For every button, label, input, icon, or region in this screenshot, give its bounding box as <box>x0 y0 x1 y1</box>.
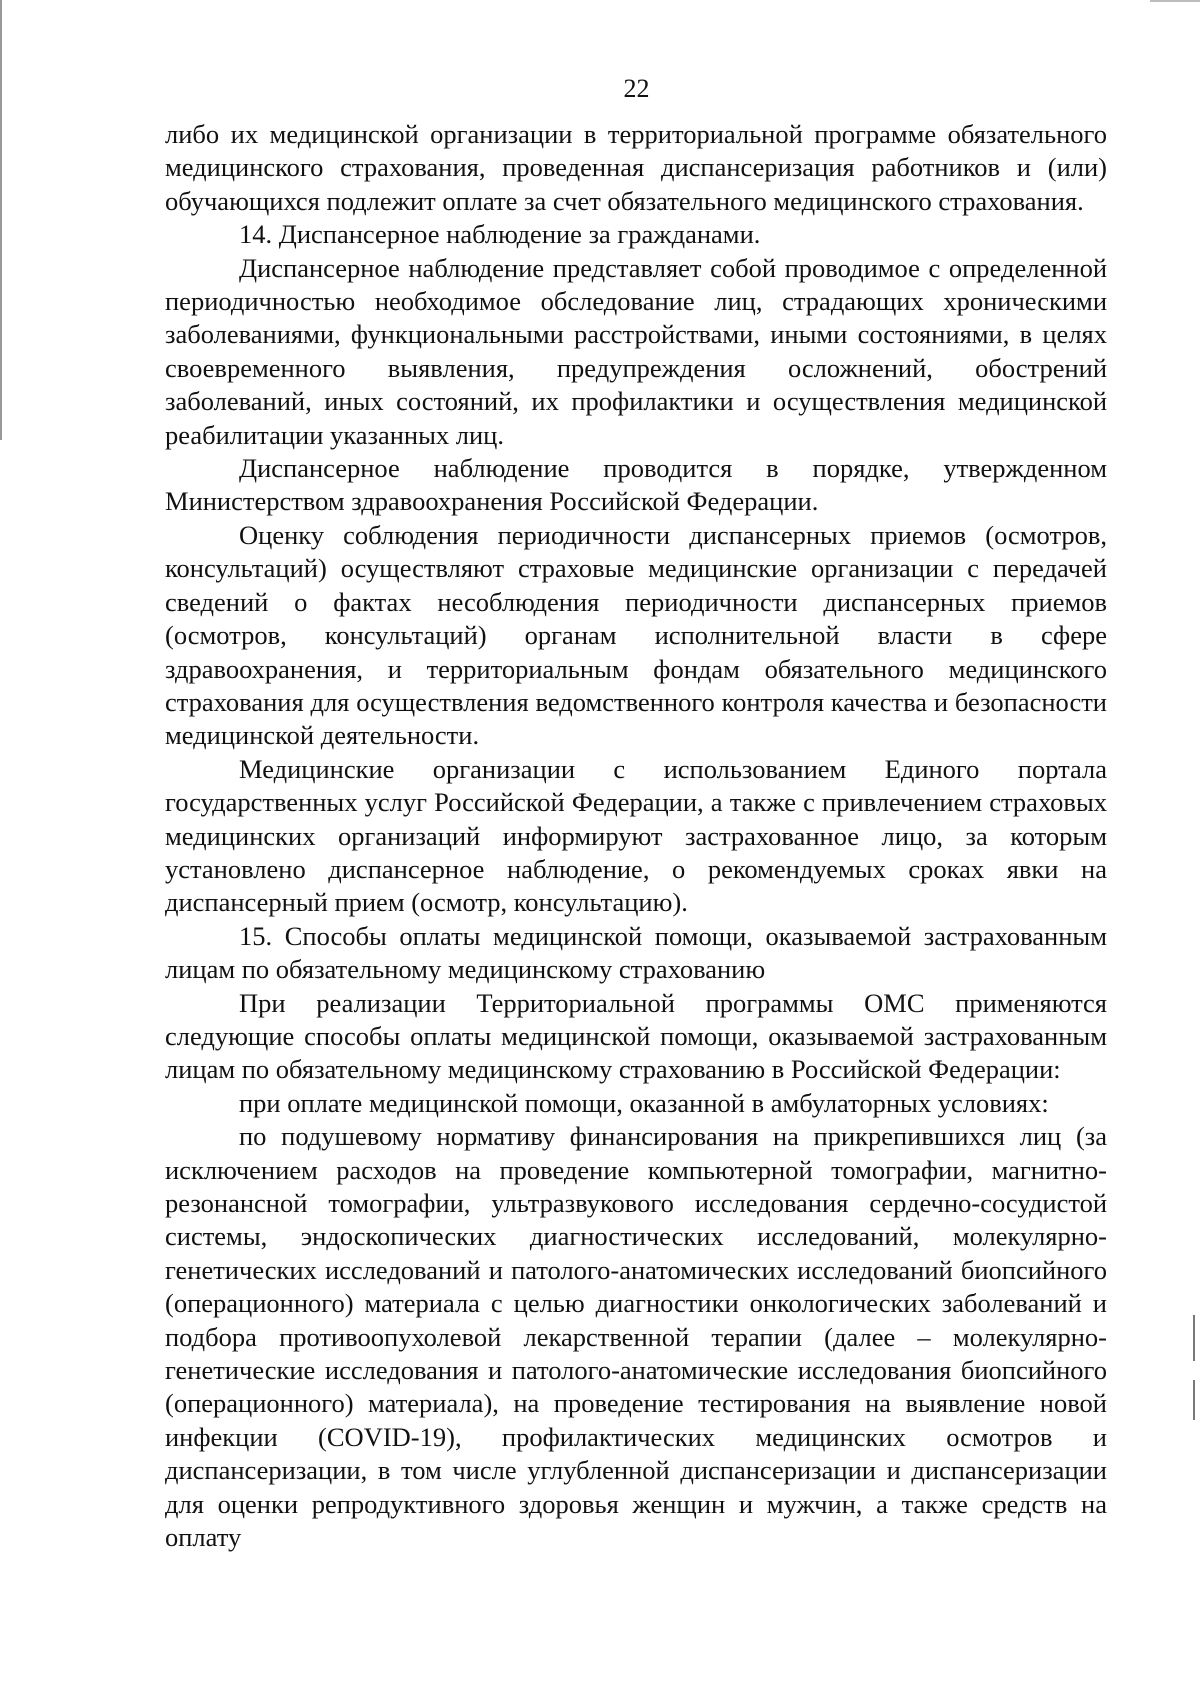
paragraph: Оценку соблюдения периодичности диспансерных приемов (осмотров, консультаций) осуществляют страховые медицинские организации с передачей сведений о фактах несоблюдения периодичности диспансерных приемов (осмотров, консультаций) органам исполнительной власти в сфере здравоохранения, и территориальным фондам обязательного медицинского страхования для осуществления ведомственного контроля качества и безопасности медицинской деятельности. <box>165 519 1107 751</box>
paragraph: при оплате медицинской помощи, оказанной в амбулаторных условиях: <box>239 1087 1049 1118</box>
paragraph-continuation: либо их медицинской организации в территориальной программе обязательного медицинского страхования, проведенная диспансеризация работников и (или) обучающихся подлежит оплате за счет обязательного медицинского страхования. <box>165 119 1107 216</box>
paragraph: При реализации Территориальной программы ОМС применяются следующие способы оплаты медицинской помощи, оказываемой застрахованным лицам по обязательному медицинскому страхованию в Российской Федерации: <box>165 987 1107 1085</box>
paragraph: Диспансерное наблюдение представляет собой проводимое с определенной периодичностью необходимое обследование лиц, страдающих хроническими заболеваниями, функциональными расстройствами, иными состояниями, в целях своевременного выявления, предупреждения осложнений, обострений заболеваний, иных состояний, их профилактики и осуществления медицинской реабилитации указанных лиц. <box>165 252 1107 450</box>
scan-edge-shadow-top <box>1150 0 1200 2</box>
scan-mark <box>1193 1315 1195 1361</box>
paragraph: Медицинские организации с использованием Единого портала государственных услуг Российской Федерации, а также с привлечением страховых медицинских организаций информируют застрахованное лицо, за которым установлено диспансерное наблюдение, о рекомендуемых сроках явки на диспансерный прием (осмотр, консультацию). <box>165 753 1107 918</box>
paragraph: по подушевому нормативу финансирования на прикрепившихся лиц (за исключением расходов на проведение компьютерной томографии, магнитно-резонансной томографии, ультразвукового исследования сердечно-сосудистой системы, эндоскопических диагностических исследований, молекулярно-генетических исследований и патолого-анатомических исследований биопсийного (операционного) материала с целью диагностики онкологических заболеваний и подбора противоопухолевой лекарственной терапии (далее – молекулярно-генетические исследования и патолого-анатомические исследования биопсийного (операционного) материала), на проведение тестирования на выявление новой инфекции (COVID-19), профилактических медицинских осмотров и диспансеризации, в том числе углубленной диспансеризации и диспансеризации для оценки репродуктивного здоровья женщин и мужчин, а также средств на оплату <box>165 1121 1107 1553</box>
document-body <box>165 118 1107 1554</box>
scan-edge-shadow <box>0 0 2 440</box>
section-heading-14: 14. Диспансерное наблюдение за гражданами. <box>239 219 761 250</box>
section-heading-15: 15. Способы оплаты медицинской помощи, оказываемой застрахованным лицам по обязательному медицинскому страхованию <box>165 920 1107 985</box>
page-number: 22 <box>623 74 650 103</box>
paragraph: Диспансерное наблюдение проводится в порядке, утвержденном Министерством здравоохранения Российской Федерации. <box>165 453 1107 517</box>
scan-mark <box>1193 1380 1195 1420</box>
